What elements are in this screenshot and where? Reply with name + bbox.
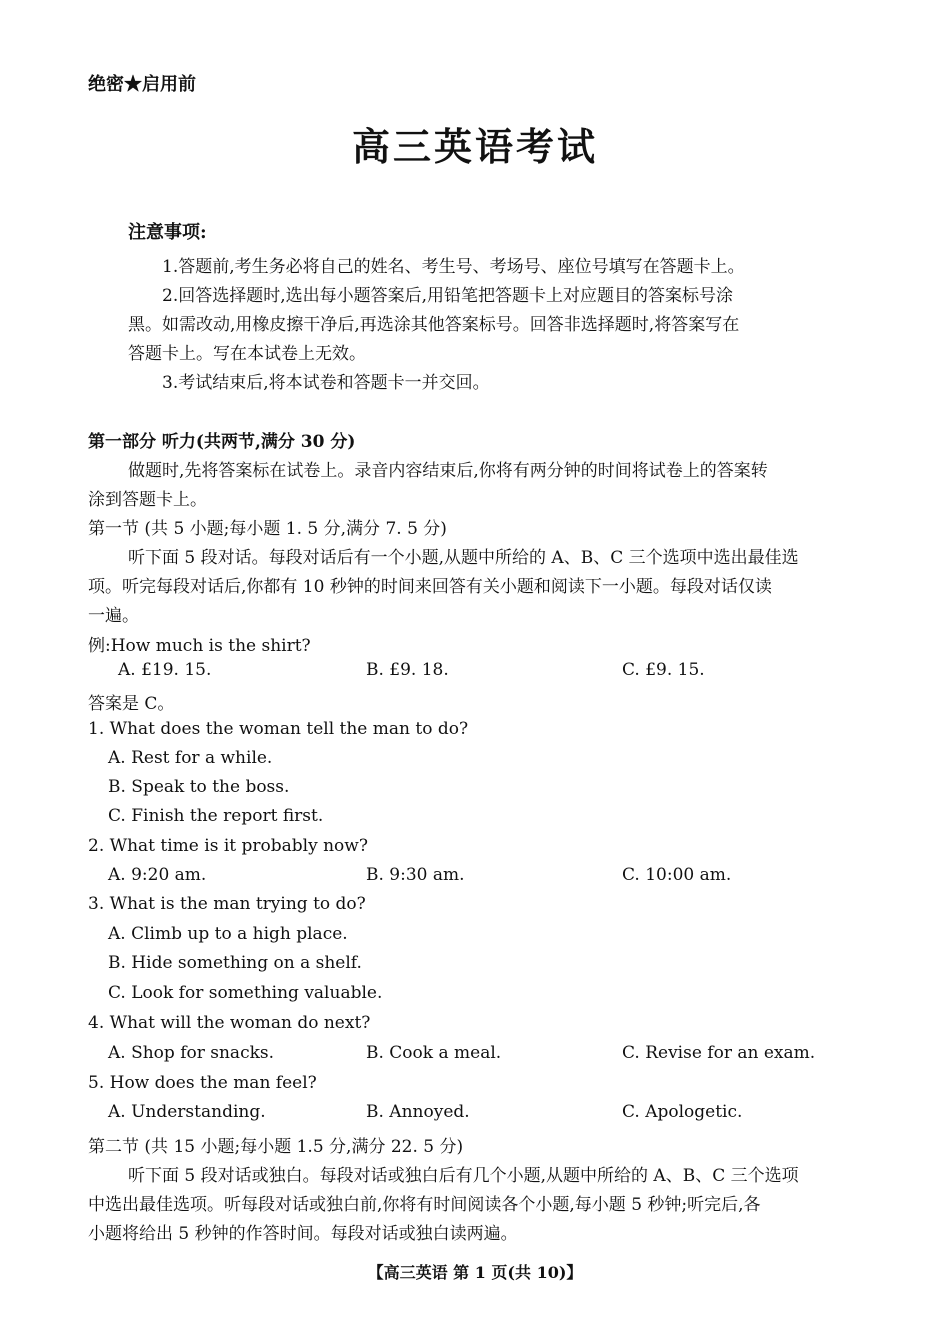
part1-title: 第一部分 听力(共两节,满分 30 分) (88, 432, 356, 452)
notice-line: 3.考试结束后,将本试卷和答题卡一并交回。 (162, 373, 490, 393)
section2-instruction: 听下面 5 段对话或独白。每段对话或独白后有几个小题,从题中所给的 A、B、C 三个选项 (128, 1166, 799, 1186)
question-3: 3. What is the man trying to do? (88, 894, 366, 914)
section1-instruction: 一遍。 (88, 606, 139, 626)
option: C. Look for something valuable. (108, 983, 383, 1003)
option: A. Rest for a while. (108, 748, 273, 768)
option: A. 9:20 am. (108, 865, 207, 885)
notice-line: 1.答题前,考生务必将自己的姓名、考生号、考场号、座位号填写在答题卡上。 (162, 257, 745, 277)
option: C. Apologetic. (622, 1102, 743, 1122)
option: B. Cook a meal. (366, 1043, 502, 1063)
section1-title: 第一节 (共 5 小题;每小题 1. 5 分,满分 7. 5 分) (88, 519, 447, 539)
page-footer: 【高三英语 第 1 页(共 10)】 (367, 1263, 583, 1282)
notice-line: 2.回答选择题时,选出每小题答案后,用铅笔把答题卡上对应题目的答案标号涂 (162, 286, 734, 306)
question-2: 2. What time is it probably now? (88, 836, 368, 856)
section2-instruction: 小题将给出 5 秒钟的作答时间。每段对话或独白读两遍。 (88, 1224, 518, 1244)
option: B. 9:30 am. (366, 865, 465, 885)
option: A. Understanding. (108, 1102, 266, 1122)
part1-instruction: 做题时,先将答案标在试卷上。录音内容结束后,你将有两分钟的时间将试卷上的答案转 (128, 461, 768, 481)
option: C. Revise for an exam. (622, 1043, 816, 1063)
example-option: C. £9. 15. (622, 660, 705, 680)
example-answer: 答案是 C。 (88, 694, 175, 714)
option: B. Speak to the boss. (108, 777, 290, 797)
option: C. Finish the report first. (108, 806, 324, 826)
section2-instruction: 中选出最佳选项。听每段对话或独白前,你将有时间阅读各个小题,每小题 5 秒钟;听完后,各 (88, 1195, 761, 1215)
question-4: 4. What will the woman do next? (88, 1013, 371, 1033)
option: B. Hide something on a shelf. (108, 953, 362, 973)
option: A. Shop for snacks. (108, 1043, 275, 1063)
notice-heading: 注意事项: (128, 222, 207, 243)
question-1: 1. What does the woman tell the man to do? (88, 719, 469, 739)
confidential-label: 绝密★启用前 (88, 74, 196, 95)
option: B. Annoyed. (366, 1102, 470, 1122)
notice-line: 黑。如需改动,用橡皮擦干净后,再选涂其他答案标号。回答非选择题时,将答案写在 (128, 315, 740, 335)
example-option: A. £19. 15. (118, 660, 212, 680)
page-title: 高三英语考试 (351, 124, 598, 169)
section1-instruction: 项。听完每段对话后,你都有 10 秒钟的时间来回答有关小题和阅读下一小题。每段对话仅读 (88, 577, 772, 597)
section2-title: 第二节 (共 15 小题;每小题 1.5 分,满分 22. 5 分) (88, 1137, 464, 1157)
example-option: B. £9. 18. (366, 660, 449, 680)
section1-instruction: 听下面 5 段对话。每段对话后有一个小题,从题中所给的 A、B、C 三个选项中选出最佳选 (128, 548, 799, 568)
option: C. 10:00 am. (622, 865, 732, 885)
part1-instruction: 涂到答题卡上。 (88, 490, 207, 510)
example-question: 例:How much is the shirt? (88, 636, 311, 656)
notice-line: 答题卡上。写在本试卷上无效。 (128, 344, 366, 364)
option: A. Climb up to a high place. (108, 924, 348, 944)
question-5: 5. How does the man feel? (88, 1073, 317, 1093)
